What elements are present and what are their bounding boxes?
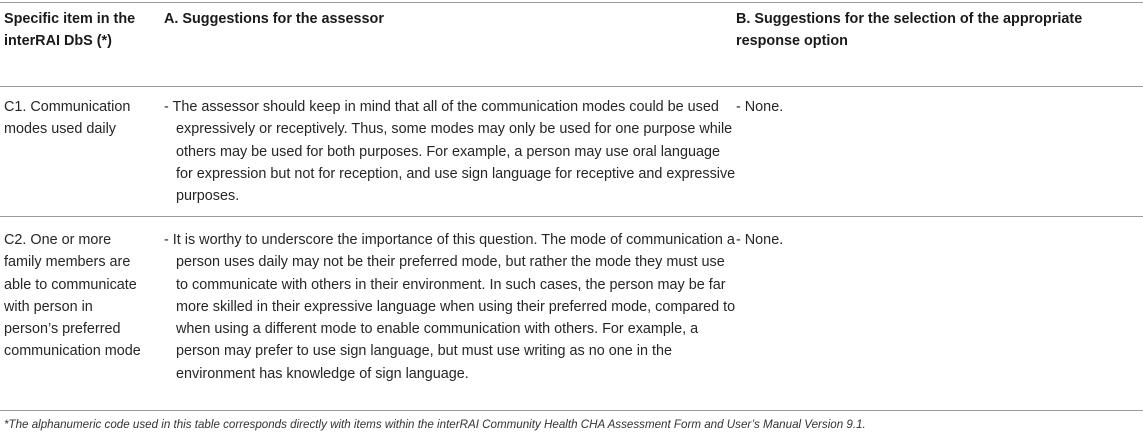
header-assessor-suggestions: A. Suggestions for the assessor [164,11,384,27]
row1-response-text: - None. [736,99,784,115]
header-specific-item: Specific item in the interRAI DbS (*) [4,11,136,49]
header-bottom-rule [0,86,1143,87]
row1-assessor-text: - The assessor should keep in mind that all of the communication modes could be used expressively or receptively. Thus, some modes may only be used for one purpose while others may be used for both purposes. For example, a person may use oral language for expression but not for reception, and use sign language for receptive and expressive purposes. [164,99,736,205]
row2-assessor-text: - It is worthy to underscore the importance of this question. The mode of communication a person uses daily may not be their preferred mode, but rather the mode they must use to communicate with others in their environment. In such cases, the person may be far more skilled in their expressive language when using their preferred mode, compared to when using a different mode to enable communication with others. For example, a person may prefer to use sign language, but must use writing as no one in the environment has knowledge of sign language. [164,232,736,382]
row1-bottom-rule [0,216,1143,217]
row2-item: C2. One or more family members are able to communicate with person in person’s preferred communication mode [4,232,141,360]
table-footnote: *The alphanumeric code used in this table corresponds directly with items within the interRAI Community Health CHA Assessment Form and User’s Manual Version 9.1. [4,418,866,431]
row2-response-text: - None. [736,232,784,248]
table-top-rule [0,2,1143,3]
header-response-suggestions: B. Suggestions for the selection of the appropriate response option [736,11,1083,49]
table-bottom-rule [0,410,1143,411]
row1-item: C1. Communication modes used daily [4,99,131,138]
